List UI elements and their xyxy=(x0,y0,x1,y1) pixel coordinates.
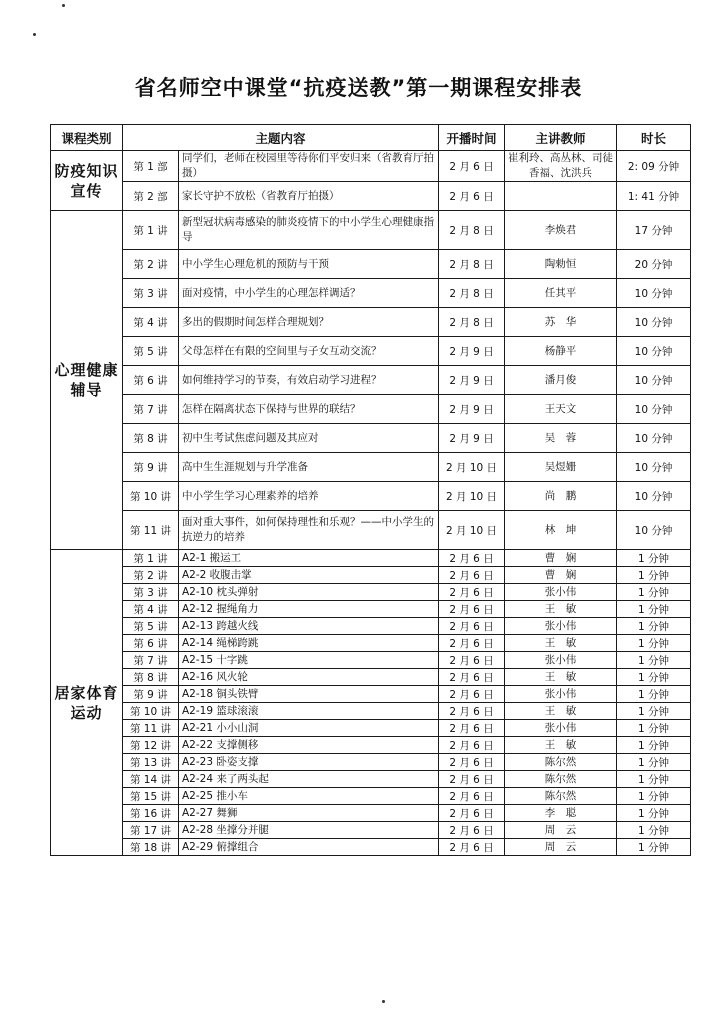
duration-cell: 1 分钟 xyxy=(617,550,691,567)
topic-cell: A2-15 十字跳 xyxy=(179,652,439,669)
lecture-number-cell: 第 10 讲 xyxy=(123,482,179,511)
topic-cell: 初中生考试焦虑问题及其应对 xyxy=(179,424,439,453)
scan-speck xyxy=(62,4,65,7)
date-cell: 2 月 6 日 xyxy=(439,151,505,182)
topic-cell: A2-18 铜头铁臂 xyxy=(179,686,439,703)
lecture-number-cell: 第 7 讲 xyxy=(123,652,179,669)
teacher-cell: 张小伟 xyxy=(505,652,617,669)
table-row xyxy=(51,182,691,211)
lecture-number-cell: 第 2 部 xyxy=(123,182,179,211)
table-row xyxy=(51,279,691,308)
topic-cell: A2-25 推小车 xyxy=(179,788,439,805)
table-row xyxy=(51,424,691,453)
duration-cell: 10 分钟 xyxy=(617,395,691,424)
header-topic: 主题内容 xyxy=(123,125,439,151)
date-cell: 2 月 6 日 xyxy=(439,652,505,669)
teacher-cell: 王 敏 xyxy=(505,601,617,618)
topic-cell: A2-27 舞狮 xyxy=(179,805,439,822)
table-row xyxy=(51,771,691,788)
teacher-cell: 任其平 xyxy=(505,279,617,308)
date-cell: 2 月 6 日 xyxy=(439,182,505,211)
date-cell: 2 月 9 日 xyxy=(439,395,505,424)
date-cell: 2 月 9 日 xyxy=(439,366,505,395)
topic-cell: 新型冠状病毒感染的肺炎疫情下的中小学生心理健康指导 xyxy=(179,211,439,250)
teacher-cell: 张小伟 xyxy=(505,720,617,737)
topic-cell: 多出的假期时间怎样合理规划？ xyxy=(179,308,439,337)
date-cell: 2 月 6 日 xyxy=(439,737,505,754)
table-row xyxy=(51,567,691,584)
table-row xyxy=(51,822,691,839)
duration-cell: 17 分钟 xyxy=(617,211,691,250)
table-row xyxy=(51,584,691,601)
page-title: 省名师空中课堂“抗疫送教”第一期课程安排表 xyxy=(134,76,583,100)
date-cell: 2 月 6 日 xyxy=(439,754,505,771)
table-row xyxy=(51,839,691,856)
table-row xyxy=(51,453,691,482)
duration-cell: 1 分钟 xyxy=(617,635,691,652)
teacher-cell: 张小伟 xyxy=(505,618,617,635)
duration-cell: 10 分钟 xyxy=(617,366,691,395)
lecture-number-cell: 第 3 讲 xyxy=(123,279,179,308)
topic-cell: A2-24 来了两头起 xyxy=(179,771,439,788)
table-row xyxy=(51,482,691,511)
lecture-number-cell: 第 17 讲 xyxy=(123,822,179,839)
teacher-cell: 陶勑恒 xyxy=(505,250,617,279)
table-row xyxy=(51,337,691,366)
table-row xyxy=(51,805,691,822)
date-cell: 2 月 9 日 xyxy=(439,424,505,453)
lecture-number-cell: 第 6 讲 xyxy=(123,366,179,395)
duration-cell: 1 分钟 xyxy=(617,720,691,737)
duration-cell: 1 分钟 xyxy=(617,703,691,720)
category-cell: 居家体育运动 xyxy=(51,550,123,856)
duration-cell: 1 分钟 xyxy=(617,652,691,669)
topic-cell: A2-19 篮球滚滚 xyxy=(179,703,439,720)
duration-cell: 10 分钟 xyxy=(617,337,691,366)
topic-cell: A2-28 坐撑分并腿 xyxy=(179,822,439,839)
duration-cell: 1 分钟 xyxy=(617,771,691,788)
lecture-number-cell: 第 1 讲 xyxy=(123,550,179,567)
table-row xyxy=(51,720,691,737)
teacher-cell: 吴 蓉 xyxy=(505,424,617,453)
lecture-number-cell: 第 14 讲 xyxy=(123,771,179,788)
duration-cell: 10 分钟 xyxy=(617,424,691,453)
teacher-cell: 周 云 xyxy=(505,822,617,839)
teacher-cell: 崔利玲、高丛林、司徒香福、沈洪兵 xyxy=(505,151,617,182)
lecture-number-cell: 第 18 讲 xyxy=(123,839,179,856)
table-row xyxy=(51,737,691,754)
lecture-number-cell: 第 10 讲 xyxy=(123,703,179,720)
teacher-cell: 尚 鹏 xyxy=(505,482,617,511)
teacher-cell: 王 敏 xyxy=(505,737,617,754)
date-cell: 2 月 8 日 xyxy=(439,308,505,337)
duration-cell: 1 分钟 xyxy=(617,737,691,754)
header-category: 课程类别 xyxy=(51,125,123,151)
date-cell: 2 月 10 日 xyxy=(439,511,505,550)
topic-cell: A2-10 枕头弹射 xyxy=(179,584,439,601)
teacher-cell: 杨静平 xyxy=(505,337,617,366)
table-row xyxy=(51,211,691,250)
lecture-number-cell: 第 5 讲 xyxy=(123,337,179,366)
teacher-cell: 周 云 xyxy=(505,839,617,856)
teacher-cell: 陈尔然 xyxy=(505,771,617,788)
duration-cell: 10 分钟 xyxy=(617,511,691,550)
table-row xyxy=(51,250,691,279)
teacher-cell: 张小伟 xyxy=(505,686,617,703)
date-cell: 2 月 6 日 xyxy=(439,618,505,635)
lecture-number-cell: 第 9 讲 xyxy=(123,453,179,482)
topic-cell: 面对重大事件，如何保持理性和乐观？——中小学生的抗逆力的培养 xyxy=(179,511,439,550)
duration-cell: 1 分钟 xyxy=(617,805,691,822)
header-row xyxy=(51,125,691,151)
teacher-cell: 潘月俊 xyxy=(505,366,617,395)
table-row xyxy=(51,686,691,703)
teacher-cell: 王 敏 xyxy=(505,635,617,652)
date-cell: 2 月 8 日 xyxy=(439,279,505,308)
table-body xyxy=(51,151,691,856)
header-duration: 时长 xyxy=(617,125,691,151)
duration-cell: 1 分钟 xyxy=(617,839,691,856)
duration-cell: 10 分钟 xyxy=(617,482,691,511)
teacher-cell: 李焕君 xyxy=(505,211,617,250)
header-date: 开播时间 xyxy=(439,125,505,151)
lecture-number-cell: 第 5 讲 xyxy=(123,618,179,635)
lecture-number-cell: 第 8 讲 xyxy=(123,669,179,686)
table-row xyxy=(51,635,691,652)
duration-cell: 20 分钟 xyxy=(617,250,691,279)
category-cell: 心理健康辅导 xyxy=(51,211,123,550)
duration-cell: 1 分钟 xyxy=(617,601,691,618)
teacher-cell: 李 聪 xyxy=(505,805,617,822)
duration-cell: 1 分钟 xyxy=(617,686,691,703)
teacher-cell: 曹 娴 xyxy=(505,567,617,584)
lecture-number-cell: 第 4 讲 xyxy=(123,601,179,618)
table-row xyxy=(51,601,691,618)
table-row xyxy=(51,511,691,550)
table-row xyxy=(51,788,691,805)
table-row xyxy=(51,669,691,686)
topic-cell: 同学们，老师在校园里等待你们平安归来（省教育厅拍摄） xyxy=(179,151,439,182)
topic-cell: 高中生生涯规划与升学准备 xyxy=(179,453,439,482)
teacher-cell xyxy=(505,182,617,211)
date-cell: 2 月 6 日 xyxy=(439,839,505,856)
teacher-cell: 吴煜姗 xyxy=(505,453,617,482)
topic-cell: A2-21 小小山洞 xyxy=(179,720,439,737)
scan-speck xyxy=(382,1000,385,1003)
topic-cell: 家长守护不放松（省教育厅拍摄） xyxy=(179,182,439,211)
teacher-cell: 王 敏 xyxy=(505,669,617,686)
duration-cell: 1: 41 分钟 xyxy=(617,182,691,211)
date-cell: 2 月 8 日 xyxy=(439,211,505,250)
table-row xyxy=(51,308,691,337)
date-cell: 2 月 8 日 xyxy=(439,250,505,279)
date-cell: 2 月 10 日 xyxy=(439,482,505,511)
teacher-cell: 曹 娴 xyxy=(505,550,617,567)
duration-cell: 2: 09 分钟 xyxy=(617,151,691,182)
lecture-number-cell: 第 4 讲 xyxy=(123,308,179,337)
lecture-number-cell: 第 9 讲 xyxy=(123,686,179,703)
duration-cell: 1 分钟 xyxy=(617,584,691,601)
lecture-number-cell: 第 6 讲 xyxy=(123,635,179,652)
topic-cell: A2-29 俯撑组合 xyxy=(179,839,439,856)
topic-cell: 中小学生学习心理素养的培养 xyxy=(179,482,439,511)
scan-speck xyxy=(33,33,36,36)
topic-cell: A2-14 绳梯跨跳 xyxy=(179,635,439,652)
date-cell: 2 月 6 日 xyxy=(439,567,505,584)
topic-cell: A2-23 卧姿支撑 xyxy=(179,754,439,771)
table-row xyxy=(51,366,691,395)
duration-cell: 10 分钟 xyxy=(617,453,691,482)
date-cell: 2 月 6 日 xyxy=(439,584,505,601)
teacher-cell: 林 坤 xyxy=(505,511,617,550)
category-cell: 防疫知识宣传 xyxy=(51,151,123,211)
lecture-number-cell: 第 2 讲 xyxy=(123,567,179,584)
date-cell: 2 月 6 日 xyxy=(439,720,505,737)
lecture-number-cell: 第 12 讲 xyxy=(123,737,179,754)
duration-cell: 1 分钟 xyxy=(617,669,691,686)
duration-cell: 10 分钟 xyxy=(617,308,691,337)
date-cell: 2 月 6 日 xyxy=(439,669,505,686)
table-row xyxy=(51,395,691,424)
topic-cell: A2-1 搬运工 xyxy=(179,550,439,567)
lecture-number-cell: 第 11 讲 xyxy=(123,720,179,737)
table-row xyxy=(51,550,691,567)
duration-cell: 1 分钟 xyxy=(617,618,691,635)
duration-cell: 1 分钟 xyxy=(617,754,691,771)
lecture-number-cell: 第 1 部 xyxy=(123,151,179,182)
course-schedule-table xyxy=(50,124,691,856)
table-row xyxy=(51,703,691,720)
lecture-number-cell: 第 13 讲 xyxy=(123,754,179,771)
table-row xyxy=(51,754,691,771)
table-row xyxy=(51,652,691,669)
topic-cell: A2-22 支撑侧移 xyxy=(179,737,439,754)
topic-cell: A2-13 跨越火线 xyxy=(179,618,439,635)
date-cell: 2 月 6 日 xyxy=(439,703,505,720)
duration-cell: 10 分钟 xyxy=(617,279,691,308)
table-row xyxy=(51,151,691,182)
topic-cell: 怎样在隔离状态下保持与世界的联结？ xyxy=(179,395,439,424)
lecture-number-cell: 第 16 讲 xyxy=(123,805,179,822)
teacher-cell: 王天文 xyxy=(505,395,617,424)
topic-cell: 中小学生心理危机的预防与干预 xyxy=(179,250,439,279)
topic-cell: A2-12 握绳角力 xyxy=(179,601,439,618)
lecture-number-cell: 第 15 讲 xyxy=(123,788,179,805)
topic-cell: A2-16 风火轮 xyxy=(179,669,439,686)
date-cell: 2 月 6 日 xyxy=(439,805,505,822)
date-cell: 2 月 9 日 xyxy=(439,337,505,366)
table-row xyxy=(51,618,691,635)
date-cell: 2 月 6 日 xyxy=(439,601,505,618)
lecture-number-cell: 第 1 讲 xyxy=(123,211,179,250)
date-cell: 2 月 6 日 xyxy=(439,635,505,652)
date-cell: 2 月 10 日 xyxy=(439,453,505,482)
lecture-number-cell: 第 8 讲 xyxy=(123,424,179,453)
topic-cell: 如何维持学习的节奏，有效启动学习进程？ xyxy=(179,366,439,395)
teacher-cell: 陈尔然 xyxy=(505,754,617,771)
teacher-cell: 陈尔然 xyxy=(505,788,617,805)
date-cell: 2 月 6 日 xyxy=(439,788,505,805)
topic-cell: A2-2 收腹击掌 xyxy=(179,567,439,584)
lecture-number-cell: 第 7 讲 xyxy=(123,395,179,424)
duration-cell: 1 分钟 xyxy=(617,822,691,839)
date-cell: 2 月 6 日 xyxy=(439,771,505,788)
date-cell: 2 月 6 日 xyxy=(439,822,505,839)
topic-cell: 面对疫情，中小学生的心理怎样调适？ xyxy=(179,279,439,308)
teacher-cell: 苏 华 xyxy=(505,308,617,337)
lecture-number-cell: 第 11 讲 xyxy=(123,511,179,550)
teacher-cell: 张小伟 xyxy=(505,584,617,601)
duration-cell: 1 分钟 xyxy=(617,788,691,805)
header-teacher: 主讲教师 xyxy=(505,125,617,151)
date-cell: 2 月 6 日 xyxy=(439,550,505,567)
teacher-cell: 王 敏 xyxy=(505,703,617,720)
date-cell: 2 月 6 日 xyxy=(439,686,505,703)
lecture-number-cell: 第 2 讲 xyxy=(123,250,179,279)
topic-cell: 父母怎样在有限的空间里与子女互动交流？ xyxy=(179,337,439,366)
lecture-number-cell: 第 3 讲 xyxy=(123,584,179,601)
duration-cell: 1 分钟 xyxy=(617,567,691,584)
